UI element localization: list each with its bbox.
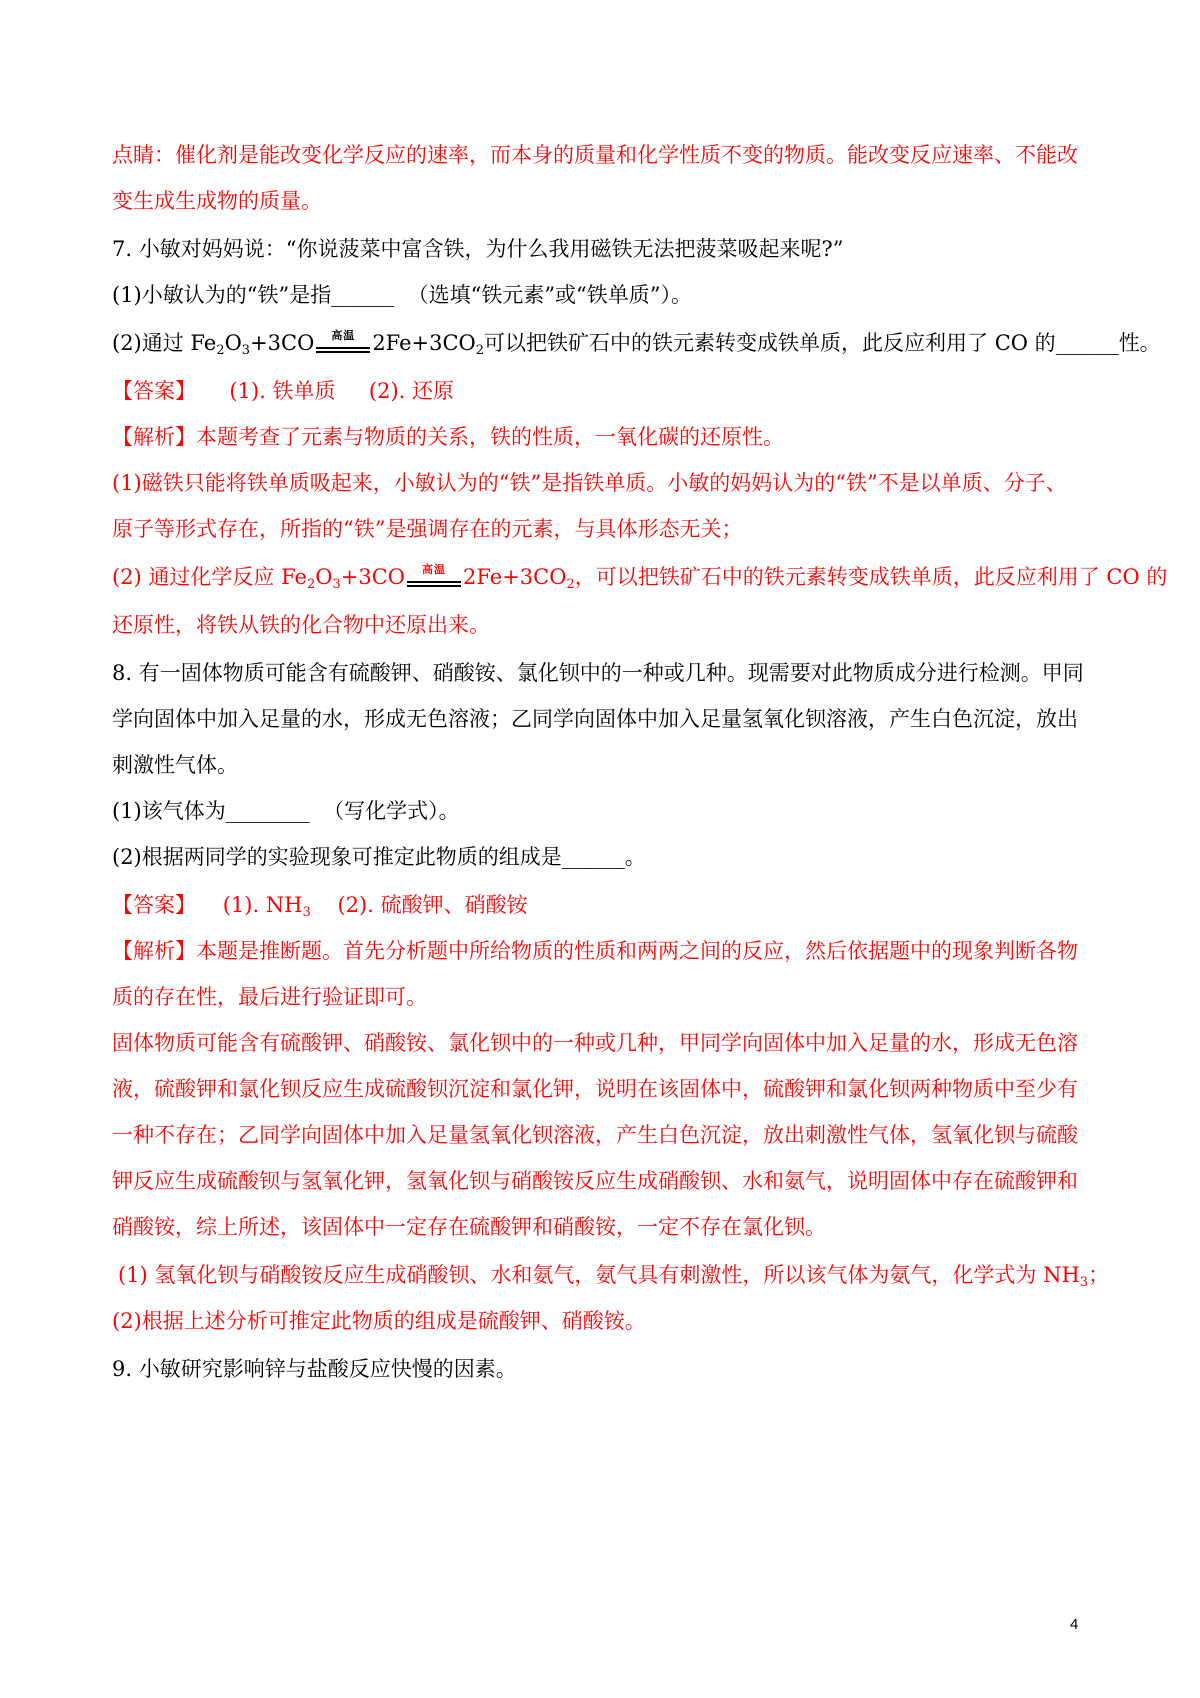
answer-label: 【答案】 [112,379,196,403]
reaction-condition-label: 高温 [421,562,446,576]
q7-analysis-2-co: +3CO [340,565,405,589]
q7-part2-text-f: 性。 [1118,331,1161,355]
q8-analysis-line-2: 液，硫酸钾和氯化钡反应生成硫酸钡沉淀和氯化钾，说明在该固体中，硫酸钾和氯化钡两种物质中至少有 [112,1077,1078,1101]
q7-stem: 7. 小敏对妈妈说：“你说菠菜中富含铁，为什么我用磁铁无法把菠菜吸起来呢?” [112,237,844,261]
q8-answer [112,890,1104,928]
q7-part1-blank: ______ [331,283,395,307]
q8-analysis-1 [118,1260,1110,1298]
q8-analysis-line-1: 固体物质可能含有硫酸钾、硝酸铵、氯化钡中的一种或几种，甲同学向固体中加入足量的水，形成无色溶 [112,1031,1078,1055]
q7-part1 [112,280,1104,310]
q7-analysis-1-line-2: 原子等形式存在，所指的“铁”是强调存在的元素，与具体形态无关； [112,517,743,541]
q7-part2-text-c: +3CO [250,331,315,355]
q8-analysis-line-4: 钾反应生成硫酸钡与氢氧化钾，氢氧化钡与硝酸铵反应生成硝酸钡、水和氨气，说明固体中存在硫酸钾和 [112,1169,1078,1193]
note-catalyst-line-2: 变生成生成物的质量。 [112,189,322,213]
q8-analysis-line-5: 硝酸铵，综上所述，该固体中一定存在硫酸钾和硝酸铵，一定不存在氯化钡。 [112,1215,826,1239]
reaction-condition-arrow [407,562,461,590]
q8-answer-2: (2). 硫酸钾、硝酸铵 [337,893,528,917]
q7-analysis-2-o: O [315,565,333,589]
subscript: 3 [241,343,251,358]
q8-analysis-intro-1 [112,936,1104,966]
q8-part2-blank: ______ [561,845,625,869]
q8-part2-text: (2)根据两同学的实验现象可推定此物质的组成是 [112,845,562,869]
page-number: 4 [1070,1616,1079,1633]
q8-stem-line-2: 学向固体中加入足量的水，形成无色溶液；乙同学向固体中加入足量氢氧化钡溶液，产生白色沉淀，放出 [112,707,1078,731]
q9-stem: 9. 小敏研究影响锌与盐酸反应快慢的因素。 [112,1357,517,1381]
q7-analysis-2-line-2: 还原性，将铁从铁的化合物中还原出来。 [112,613,490,637]
analysis-label: 【解析】 [112,939,196,963]
subscript: 3 [332,577,341,592]
q7-part2-text-e: 可以把铁矿石中的铁元素转变成铁单质，此反应利用了 CO 的 [484,331,1056,355]
note-catalyst-line-1: 点睛：催化剂是能改变化学反应的速率，而本身的质量和化学性质不变的物质。能改变反应速率、不能改 [112,143,1078,167]
q7-analysis-2-text-c: ，可以把铁矿石中的铁元素转变成铁单质，此反应利用了 CO 的 [574,565,1168,589]
q8-stem-line-1: 8. 有一固体物质可能含有硫酸钾、硝酸铵、氯化钡中的一种或几种。现需要对此物质成分进行检测。甲同 [112,661,1084,685]
answer-label: 【答案】 [112,893,196,917]
q7-analysis-2 [112,562,1168,600]
subscript: 2 [566,577,575,592]
equals-bar [407,581,461,583]
q7-part2-blank: ______ [1055,331,1119,355]
q7-part1-text: (1)小敏认为的“铁”是指 [112,283,332,307]
q7-part1-hint: （选填“铁元素”或“铁单质”）。 [407,283,693,307]
q8-part1-text: (1)该气体为 [112,799,226,823]
reaction-condition-arrow [316,328,370,356]
q8-answer-1: (1). NH [222,893,303,917]
q8-part1-hint: （写化学式）。 [323,799,460,823]
equals-bar [316,347,370,349]
q8-analysis-1-end: ； [1088,1263,1110,1287]
subscript: 2 [216,343,225,358]
q7-analysis-intro-text: 本题考查了元素与物质的关系，铁的性质，一氧化碳的还原性。 [196,425,784,449]
q8-analysis-2: (2)根据上述分析可推定此物质的组成是硫酸钾、硝酸铵。 [112,1309,646,1333]
subscript: 3 [302,905,311,920]
q8-part1-blank: ________ [225,799,310,823]
q7-analysis-2-text-a: (2) 通过化学反应 Fe [112,565,307,589]
q7-answer [112,376,1104,406]
q7-part2-text-d: 2Fe+3CO [372,331,476,355]
q7-analysis-2-text-b: 2Fe+3CO [462,565,567,589]
q7-answer-2: (2). 还原 [368,379,454,403]
subscript: 2 [475,343,485,358]
q8-part2 [112,842,1104,872]
q8-part2-end: 。 [624,845,646,869]
q7-part2 [112,328,1161,366]
reaction-condition-label: 高温 [331,328,356,342]
q8-analysis-intro-text: 本题是推断题。首先分析题中所给物质的性质和两两之间的反应，然后依据题中的现象判断各物 [196,939,1078,963]
q7-analysis-intro [112,422,1104,452]
q8-analysis-1-text: (1) 氢氧化钡与硝酸铵反应生成硝酸钡、水和氨气，氨气具有刺激性，所以该气体为氨气，化学式为 NH [118,1263,1080,1287]
q8-part1 [112,796,1104,826]
subscript: 3 [1079,1275,1089,1290]
q8-stem-line-3: 刺激性气体。 [112,753,238,777]
q8-analysis-line-3: 一种不存在；乙同学向固体中加入足量氢氧化钡溶液，产生白色沉淀，放出刺激性气体，氢氧化钡与硫酸 [112,1123,1078,1147]
q7-part2-text-b: O [224,331,242,355]
equals-bar [316,351,370,353]
equals-bar [407,585,461,587]
q7-answer-1: (1). 铁单质 [229,379,336,403]
q8-analysis-intro-2: 质的存在性，最后进行验证即可。 [112,985,427,1009]
analysis-label: 【解析】 [112,425,196,449]
subscript: 2 [306,577,316,592]
q7-analysis-1-line-1: (1)磁铁只能将铁单质吸起来，小敏认为的“铁”是指铁单质。小敏的妈妈认为的“铁”不是以单质、分子、 [112,471,1067,495]
q7-part2-text-a: (2)通过 Fe [112,331,217,355]
